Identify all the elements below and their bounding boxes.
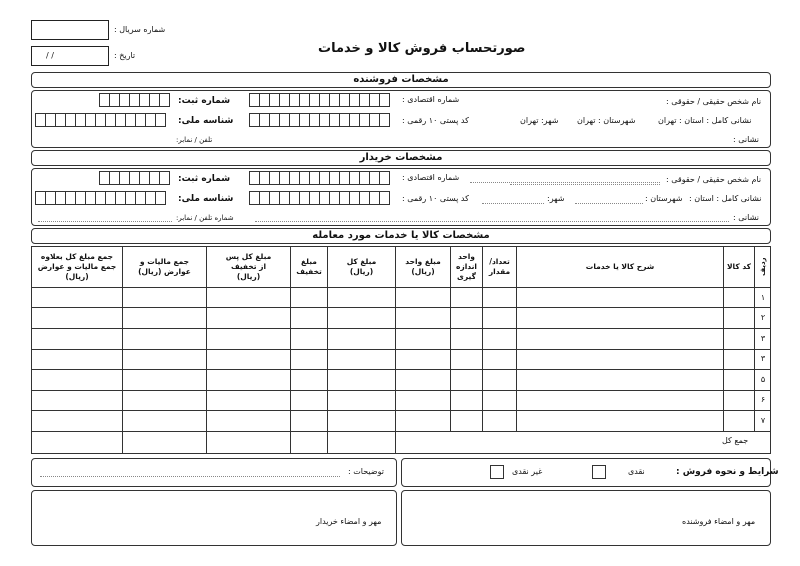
row-line-4 [31, 369, 771, 370]
buyer-national-id-cells[interactable] [36, 191, 166, 205]
seller-county-label: شهرستان : تهران [577, 116, 636, 125]
seller-economic-no-label: شماره اقتصادی : [402, 95, 460, 104]
cash-checkbox[interactable] [592, 465, 606, 479]
goods-section-title: مشخصات کالا یا خدمات مورد معامله [312, 230, 490, 241]
notes-dots [40, 476, 340, 477]
header-discount: مبلغ تخفیف [296, 257, 322, 276]
row-number: ۲ [760, 313, 766, 322]
row-number: ۳ [760, 354, 766, 363]
seller-postal-cells[interactable] [250, 113, 390, 127]
date-label: تاریخ : [114, 51, 136, 60]
buyer-phone-label: شماره تلفن / نمابر: [176, 214, 234, 222]
seller-city-label: شهر: تهران [520, 116, 559, 125]
row-line-7 [31, 431, 771, 432]
buyer-address-dots [255, 221, 729, 222]
seller-reg-no-label: شماره ثبت: [178, 96, 231, 106]
buyer-section-title: مشخصات خریدار [359, 152, 443, 163]
sum-total-label: جمع کل [722, 436, 749, 445]
buyer-city-dots [482, 203, 544, 204]
buyer-city-label: شهر: [547, 194, 565, 203]
seller-phone-label: تلفن / نمابر: [176, 136, 213, 144]
buyer-economic-no-label: شماره اقتصادی : [402, 173, 460, 182]
seller-reg-no-cells[interactable] [100, 93, 170, 107]
buyer-reg-no-cells[interactable] [100, 171, 170, 185]
seller-national-id-label: شناسه ملی: [178, 116, 234, 126]
row-line-1 [31, 307, 771, 308]
buyer-signature-label: مهر و امضاء خریدار [316, 517, 382, 526]
header-code: کد کالا [726, 262, 752, 271]
buyer-postal-cells[interactable] [250, 191, 390, 205]
row-line-6 [31, 410, 771, 411]
header-unit-price: مبلغ واحد (ریال) [405, 257, 441, 276]
seller-economic-no-cells[interactable] [250, 93, 390, 107]
header-after-discount: مبلغ کل پس از تخفیف (ریال) [225, 252, 272, 281]
buyer-name-label: نام شخص حقیقی / حقوقی : [666, 175, 762, 184]
notes-box [31, 458, 397, 487]
row-line-3 [31, 349, 771, 350]
noncash-checkbox[interactable] [490, 465, 504, 479]
buyer-economic-dots [470, 182, 660, 183]
row-number: ۵ [760, 375, 766, 384]
seller-name-label: نام شخص حقیقی / حقوقی : [666, 97, 762, 106]
header-total: مبلغ کل (ریال) [346, 257, 377, 276]
header-unit: واحد اندازه گیری [455, 252, 478, 281]
seller-postal-label: کد پستی ۱۰ رقمی : [402, 116, 469, 125]
header-qty: تعداد/ مقدار [488, 257, 511, 276]
notes-label: توضیحات : [348, 467, 384, 476]
header-row: ردیف [759, 257, 767, 277]
buyer-address-label: نشانی کامل : استان : [689, 194, 762, 203]
buyer-economic-no-cells[interactable] [250, 171, 390, 185]
buyer-full-address-label: نشانی : [733, 213, 759, 222]
header-grand-total: جمع مبلغ کل بعلاوه جمع مالیات و عوارض (ریال) [37, 252, 117, 281]
buyer-reg-no-label: شماره ثبت: [178, 174, 231, 184]
seller-section-title: مشخصات فروشنده [353, 74, 449, 85]
invoice-title: صورتحساب فروش کالا و خدمات [318, 41, 526, 56]
noncash-label: غیر نقدی [512, 467, 543, 476]
seller-national-id-cells[interactable] [36, 113, 166, 127]
seller-signature-label: مهر و امضاء فروشنده [682, 517, 756, 526]
row-number: ۳ [760, 334, 766, 343]
buyer-county-dots [575, 203, 643, 204]
buyer-national-id-label: شناسه ملی: [178, 194, 234, 204]
buyer-name-dots [510, 184, 660, 185]
goods-header-divider [31, 287, 771, 288]
cash-label: نقدی [628, 467, 645, 476]
header-desc: شرح کالا یا خدمات [585, 262, 655, 271]
sale-terms-label: شرایط و نحوه فروش : [676, 467, 779, 477]
buyer-county-label: شهرستان : [645, 194, 683, 203]
row-line-5 [31, 390, 771, 391]
row-number: ۶ [760, 395, 766, 404]
header-tax: جمع مالیات و عوارض (ریال) [138, 257, 191, 276]
row-number: ۱ [760, 293, 766, 302]
row-number: ۷ [760, 416, 766, 425]
row-line-2 [31, 328, 771, 329]
date-value: / / [46, 51, 54, 60]
seller-address-label: نشانی کامل : استان : تهران [658, 116, 752, 125]
seller-full-address-label: نشانی : [733, 135, 759, 144]
buyer-postal-label: کد پستی ۱۰ رقمی : [402, 194, 469, 203]
buyer-phone-dots [38, 221, 172, 222]
date-box[interactable] [31, 46, 109, 66]
serial-number-box[interactable] [31, 20, 109, 40]
serial-number-label: شماره سریال : [114, 25, 166, 34]
